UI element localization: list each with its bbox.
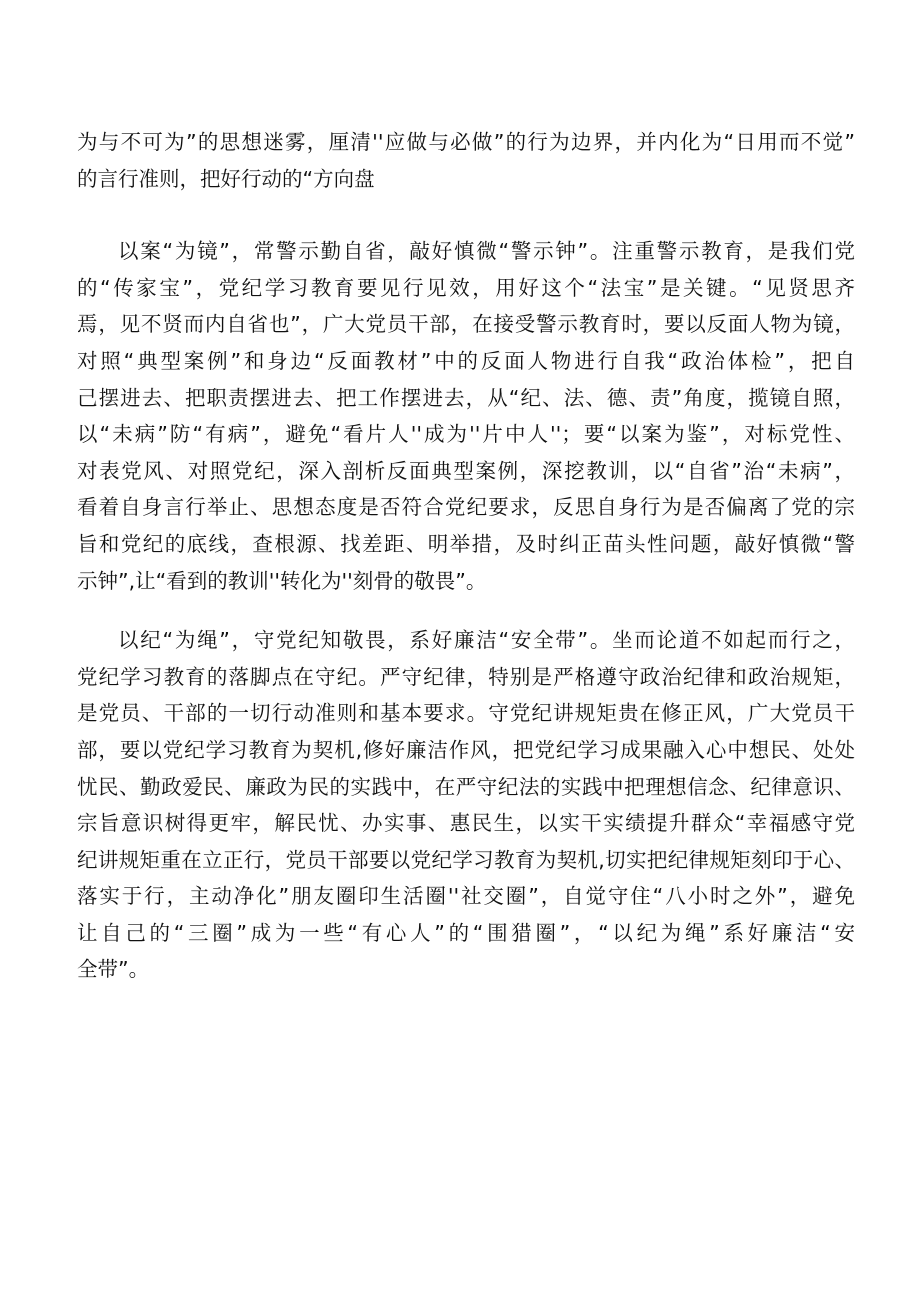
text-line: 让自己的“三圈”成为一些“有心人”的“围猎圈”，“以纪为绳”系好廉洁“安 [77, 920, 855, 945]
text-line: 焉，见不贤而内自省也”，广大党员干部，在接受警示教育时，要以反面人物为镜， [77, 312, 855, 337]
text-line: 的言行准则，把好行动的“方向盘 [77, 166, 375, 191]
paragraph-mirror [77, 233, 855, 599]
text-line: 己摆进去、把职责摆进去、把工作摆进去，从“纪、法、德、责”角度，揽镜自照， [77, 385, 855, 410]
paragraph-rope [77, 622, 855, 988]
text-line: 宗旨意识树得更牢，解民忧、办实事、惠民生，以实干实绩提升群众“幸福感守党 [77, 811, 855, 836]
document-body [77, 124, 855, 988]
text-line: 对照“典型案例”和身边“反面教材”中的反面人物进行自我“政治体检”，把自 [77, 348, 855, 373]
paragraph-continuation [77, 124, 855, 197]
text-line: 以案“为镜”，常警示勤自省，敲好慎微“警示钟”。注重警示教育，是我们党 [118, 239, 855, 264]
text-line: 为与不可为”的思想迷雾，厘清''应做与必做”的行为边界，并内化为“日用而不觉” [77, 130, 855, 154]
text-line: 的“传家宝”，党纪学习教育要见行见效，用好这个“法宝”是关键。“见贤思齐 [77, 275, 855, 300]
text-line: 是党员、干部的一切行动准则和基本要求。守党纪讲规矩贵在修正风，广大党员干 [77, 701, 855, 726]
text-line: 以纪“为绳”，守党纪知敬畏，系好廉洁“安全带”。坐而论道不如起而行之， [118, 628, 855, 653]
text-line: 全带”。 [77, 957, 150, 982]
text-line: 党纪学习教育的落脚点在守纪。严守纪律，特别是严格遵守政治纪律和政治规矩， [77, 664, 855, 689]
text-line: 对表党风、对照党纪，深入剖析反面典型案例，深挖教训，以“自省”治“未病”， [77, 458, 855, 483]
text-line: 旨和党纪的底线，查根源、找差距、明举措，及时纠正苗头性问题，敲好慎微“警 [77, 531, 855, 556]
text-line: 落实于行，主动净化”朋友圈印生活圈''社交圈”，自觉守住“八小时之外”，避免 [77, 884, 855, 909]
text-line: 看着自身言行举止、思想态度是否符合党纪要求，反思自身行为是否偏离了党的宗 [77, 495, 855, 520]
text-line: 纪讲规矩重在立正行，党员干部要以党纪学习教育为契机,切实把纪律规矩刻印于心、 [77, 847, 855, 872]
text-line: 以“未病”防“有病”，避免“看片人''成为''片中人''；要“以案为鉴”，对标党性、 [77, 422, 855, 447]
text-line: 忧民、勤政爱民、廉政为民的实践中，在严守纪法的实践中把理想信念、纪律意识、 [77, 774, 855, 799]
text-line: 部，要以党纪学习教育为契机,修好廉洁作风，把党纪学习成果融入心中想民、处处 [77, 737, 855, 762]
text-line: 示钟”,让“看到的教训''转化为''刻骨的敬畏”。 [77, 568, 487, 593]
